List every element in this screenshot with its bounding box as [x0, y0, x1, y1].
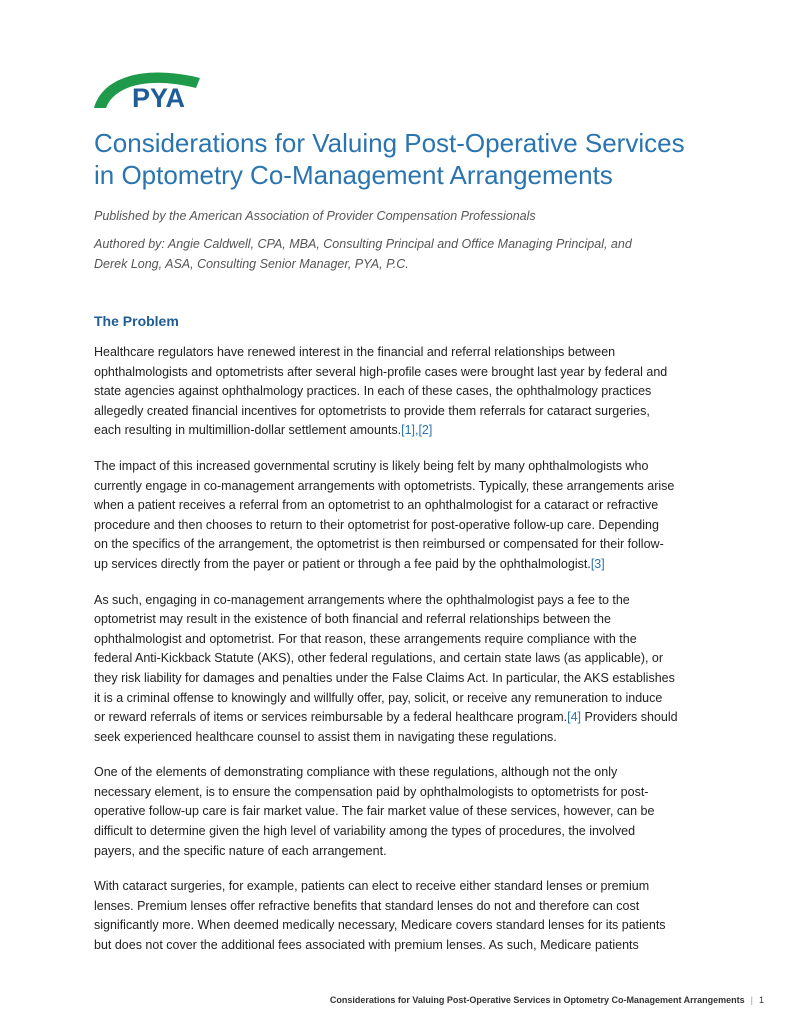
published-by-text: Published by the American Association of Provider Compensation Professionals	[94, 209, 536, 223]
paragraph-text: or reward referrals of items or services reimbursable by a federal healthcare program.	[94, 710, 568, 725]
paragraph-line: ophthalmologist and optometrist. For that reason, these arrangements require compliance with the	[94, 631, 637, 646]
logo-text: PYA	[132, 83, 186, 110]
footnote-link[interactable]: [4]	[567, 710, 582, 725]
paragraph-line: when a patient receives a referral from an optometrist to an ophthalmologist for a cataract or refractive	[94, 498, 659, 513]
paragraph	[94, 763, 714, 861]
authored-by	[94, 234, 734, 274]
document-title	[94, 127, 734, 191]
paragraph-line	[94, 555, 714, 575]
paragraph-line: state agencies against ophthalmology practices. In each of these cases, the ophthalmology practices	[94, 384, 652, 399]
published-by	[94, 206, 734, 226]
paragraph	[94, 457, 714, 575]
paragraph-line	[94, 421, 714, 441]
page-footer	[330, 995, 764, 1005]
authored-line: Derek Long, ASA, Consulting Senior Manager, PYA, P.C.	[94, 257, 409, 271]
paragraph	[94, 343, 714, 441]
footer-running-title: Considerations for Valuing Post-Operative Services in Optometry Co-Management Arrangements	[329, 995, 745, 1005]
pya-logo	[92, 64, 204, 110]
paragraph-line: difficult to determine given the high level of variability among the types of procedures, the involved	[94, 824, 636, 839]
body-text	[94, 343, 714, 972]
paragraph-line: Healthcare regulators have renewed interest in the financial and referral relationships between	[94, 345, 616, 359]
paragraph-line: on the specifics of the arrangement, the optometrist is then reimbursed or compensated for their follow-	[94, 537, 664, 552]
paragraph-line: procedure and then chooses to return to their optometrist for post-operative follow-up care. Depending	[94, 517, 659, 532]
footnote-link[interactable]: [1],[2]	[401, 423, 433, 438]
paragraph-line: seek experienced healthcare counsel to assist them in navigating these regulations.	[94, 729, 557, 744]
paragraph-text: each resulting in multimillion-dollar settlement amounts.	[94, 423, 402, 438]
section-heading: The Problem	[94, 313, 179, 329]
paragraph-line: payers, and the specific nature of each arrangement.	[94, 843, 387, 858]
paragraph-line: currently engage in co-management arrangements with optometrists. Typically, these arrangements arise	[94, 478, 675, 493]
paragraph-line: optometrist may result in the existence of both financial and referral relationships between the	[94, 612, 611, 627]
paragraph-text: Providers should	[581, 710, 678, 725]
paragraph	[94, 877, 714, 955]
paragraph-line: One of the elements of demonstrating compliance with these regulations, although not the only	[94, 765, 618, 780]
paragraph-line: it is a criminal offense to knowingly and willfully offer, pay, solicit, or receive any remuneration to induce	[94, 690, 663, 705]
paragraph-line: ophthalmologists and optometrists after several high-profile cases were brought last year by federal and	[94, 364, 668, 379]
paragraph-line: allegedly created financial incentives for optometrists to provide them referrals for cataract surgeries,	[94, 403, 650, 418]
paragraph-line: operative follow-up care is fair market value. The fair market value of these services, however, can be	[94, 804, 655, 819]
paragraph-line: The impact of this increased governmental scrutiny is likely being felt by many ophthalmologists who	[94, 458, 649, 473]
paragraph-line: significantly more. When deemed medically necessary, Medicare covers standard lenses for its patients	[94, 918, 666, 933]
footer-separator: |	[750, 995, 753, 1005]
paragraph-line: they risk liability for damages and penalties under the False Claims Act. In particular, the AKS establishes	[94, 670, 675, 685]
title-line: Considerations for Valuing Post-Operative Services	[94, 128, 685, 158]
paragraph-text: up services directly from the payer or patient or through a fee paid by the ophthalmologist.	[94, 556, 591, 571]
paragraph-line	[94, 708, 714, 728]
footnote-link[interactable]: [3]	[590, 556, 605, 571]
title-line: in Optometry Co-Management Arrangements	[94, 160, 613, 190]
authored-line: Authored by: Angie Caldwell, CPA, MBA, Consulting Principal and Office Managing Principal, and	[94, 237, 632, 251]
paragraph-line: federal Anti-Kickback Statute (AKS), other federal regulations, and certain state laws (as applicable), or	[94, 651, 664, 666]
paragraph	[94, 591, 714, 748]
page-number: 1	[758, 995, 764, 1005]
paragraph-line: As such, engaging in co-management arrangements where the ophthalmologist pays a fee to the	[94, 592, 630, 607]
paragraph-line: but does not cover the additional fees associated with premium lenses. As such, Medicare patients	[94, 938, 639, 953]
paragraph-line: lenses. Premium lenses offer refractive benefits that standard lenses do not and therefore can cost	[94, 898, 640, 913]
paragraph-line: necessary element, is to ensure the compensation paid by ophthalmologists to optometrists for post-	[94, 784, 649, 799]
paragraph-line: With cataract surgeries, for example, patients can elect to receive either standard lenses or premium	[94, 879, 650, 894]
